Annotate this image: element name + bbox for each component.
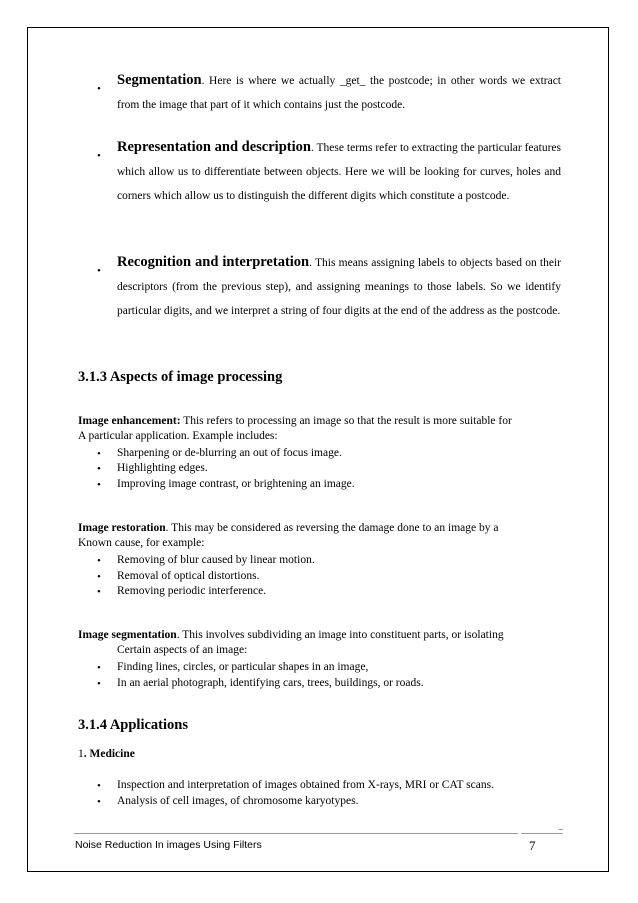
text-segmentation: . Here is where we actually _get_ the postcode; in other words we extract from the image that part of it which contains just the postcode. (117, 75, 561, 111)
segmentation-paragraph (78, 628, 562, 658)
bullet-icon: • (97, 265, 101, 277)
segmentation-line2: Certain aspects of an image: (117, 644, 248, 656)
enhancement-item: Highlighting edges. (117, 462, 208, 474)
enhancement-paragraph (78, 414, 562, 444)
enhancement-item: Improving image contrast, or brightening an image. (117, 478, 355, 490)
term-representation: Representation and description (117, 139, 311, 155)
bullet-segmentation (117, 68, 561, 117)
segmentation-line1: . This involves subdividing an image into constituent parts, or isolating (176, 629, 504, 641)
footer-rule (74, 833, 518, 834)
footer-rule-tick (559, 829, 563, 830)
bullet-icon: • (97, 448, 101, 460)
bullet-icon: • (97, 555, 101, 567)
bullet-representation (117, 135, 561, 208)
segmentation-item: In an aerial photograph, identifying cars, trees, buildings, or roads. (117, 677, 424, 689)
restoration-item: Removal of optical distortions. (117, 570, 260, 582)
bullet-icon: • (97, 780, 101, 792)
bullet-icon: • (97, 586, 101, 598)
term-restoration: Image restoration (78, 522, 166, 534)
segmentation-item: Finding lines, circles, or particular shapes in an image, (117, 661, 369, 673)
text-recognition: . This means assigning labels to objects based on their descriptors (from the previous step), and assigning meanings to those labels. So we identify particular digits, and we interpret a string of four digits at the end of the address as the postcode. (117, 257, 562, 317)
restoration-item: Removing periodic interference. (117, 585, 267, 597)
restoration-paragraph (78, 521, 562, 551)
bullet-icon: • (97, 150, 101, 162)
enhancement-item: Sharpening or de-blurring an out of focus image. (117, 447, 342, 459)
term-image-segmentation: Image segmentation (78, 629, 177, 641)
heading-applications: 3.1.4 Applications (78, 717, 188, 733)
term-recognition: Recognition and interpretation (117, 254, 310, 270)
medicine-title: . Medicine (83, 748, 135, 760)
bullet-icon: • (97, 463, 101, 475)
bullet-icon: • (97, 662, 101, 674)
bullet-icon: • (97, 479, 101, 491)
footer-rule-right (521, 833, 563, 834)
medicine-item: Analysis of cell images, of chromosome karyotypes. (117, 795, 359, 807)
subheading-medicine (78, 747, 135, 762)
bullet-icon: • (97, 83, 101, 95)
heading-aspects: 3.1.3 Aspects of image processing (78, 369, 283, 385)
bullet-icon: • (97, 678, 101, 690)
page-number: 7 (529, 838, 536, 853)
medicine-number: 1 (78, 748, 84, 760)
enhancement-line1: This refers to processing an image so that the result is more suitable for (180, 415, 512, 427)
restoration-line1: . This may be considered as reversing the damage done to an image by a (165, 522, 499, 534)
footer-title: Noise Reduction In images Using Filters (75, 839, 262, 851)
text-representation: . These terms refer to extracting the particular features which allow us to differentiate between objects. Here we will be looking for curves, holes and corners which allow us to distinguish the different digits which constitute a postcode. (117, 142, 561, 202)
bullet-icon: • (97, 796, 101, 808)
bullet-icon: • (97, 571, 101, 583)
term-enhancement: Image enhancement: (78, 415, 181, 427)
term-segmentation: Segmentation (117, 72, 202, 88)
restoration-item: Removing of blur caused by linear motion. (117, 554, 315, 566)
restoration-line2: Known cause, for example: (78, 537, 205, 549)
medicine-item: Inspection and interpretation of images obtained from X-rays, MRI or CAT scans. (117, 779, 494, 791)
bullet-recognition (117, 250, 561, 323)
enhancement-line2: A particular application. Example includes: (78, 430, 278, 442)
